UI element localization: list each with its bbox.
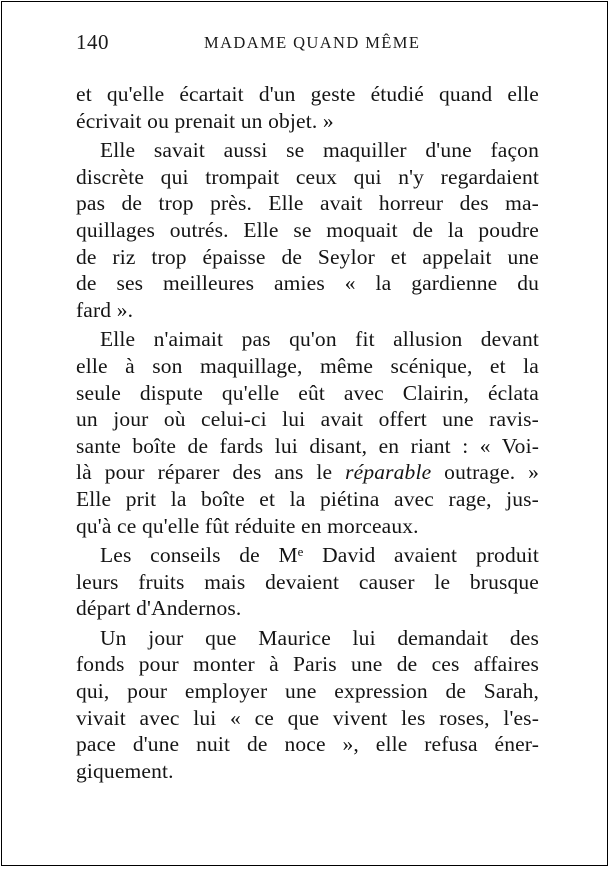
text-line: quillages outrés. Elle se moquait de la poudre <box>76 217 539 242</box>
text-line: Un jour que Maurice lui demandait des <box>100 625 539 650</box>
text-line: qu'à ce qu'elle fût réduite en morceaux. <box>76 513 419 538</box>
page-header <box>76 30 542 56</box>
text-line: de ses meilleures amies « la gardienne du <box>76 271 539 296</box>
text-line: et qu'elle écartait d'un geste étudié quand elle <box>76 82 539 106</box>
text-line: sante boîte de fards lui disant, en riant : « Voi- <box>76 433 539 458</box>
text-line: vivait avec lui « ce que vivent les roses, l'es- <box>76 705 539 730</box>
text-line: Les conseils de Mᵉ David avaient produit <box>100 543 539 568</box>
text-line: fonds pour monter à Paris une de ces affaires <box>76 652 539 677</box>
text-line: fard ». <box>76 297 134 322</box>
text-line: Elle n'aimait pas qu'on fit allusion devant <box>100 327 539 352</box>
text-line: écrivait ou prenait un objet. » <box>76 108 334 133</box>
page-number: 140 <box>76 30 109 54</box>
text-segment: là pour réparer des ans le <box>76 460 346 485</box>
paragraph <box>76 542 539 622</box>
text-line: un jour où celui-ci lui avait offert une ravis- <box>76 407 539 432</box>
text-line: leurs fruits mais devaient causer le brusque <box>76 569 539 594</box>
text-line: qui, pour employer une expression de Sarah, <box>76 679 539 704</box>
text-segment: outrage. » <box>431 460 540 485</box>
text-line <box>76 459 539 486</box>
paragraph <box>76 137 539 323</box>
text-line: seule dispute qu'elle eût avec Clairin, éclata <box>76 380 539 405</box>
paragraph <box>76 326 539 539</box>
paragraph <box>76 625 539 785</box>
text-line: Elle savait aussi se maquiller d'une façon <box>100 138 539 163</box>
text-line: discrète qui trompait ceux qui n'y regardaient <box>76 164 539 189</box>
body-text <box>76 81 539 784</box>
italic-word: réparable <box>345 460 432 485</box>
text-line: elle à son maquillage, même scénique, et la <box>76 353 539 378</box>
text-line: de riz trop épaisse de Seylor et appelait une <box>76 244 539 269</box>
text-line: giquement. <box>76 758 174 783</box>
text-line: Elle prit la boîte et la piétina avec rage, jus- <box>76 486 539 511</box>
text-line: départ d'Andernos. <box>76 596 242 621</box>
text-line: pas de trop près. Elle avait horreur des ma- <box>76 191 539 216</box>
paragraph <box>76 81 539 134</box>
running-title: MADAME QUAND MÊME <box>204 33 421 52</box>
book-page <box>1 1 608 866</box>
text-line: pace d'une nuit de noce », elle refusa éner- <box>76 732 539 757</box>
